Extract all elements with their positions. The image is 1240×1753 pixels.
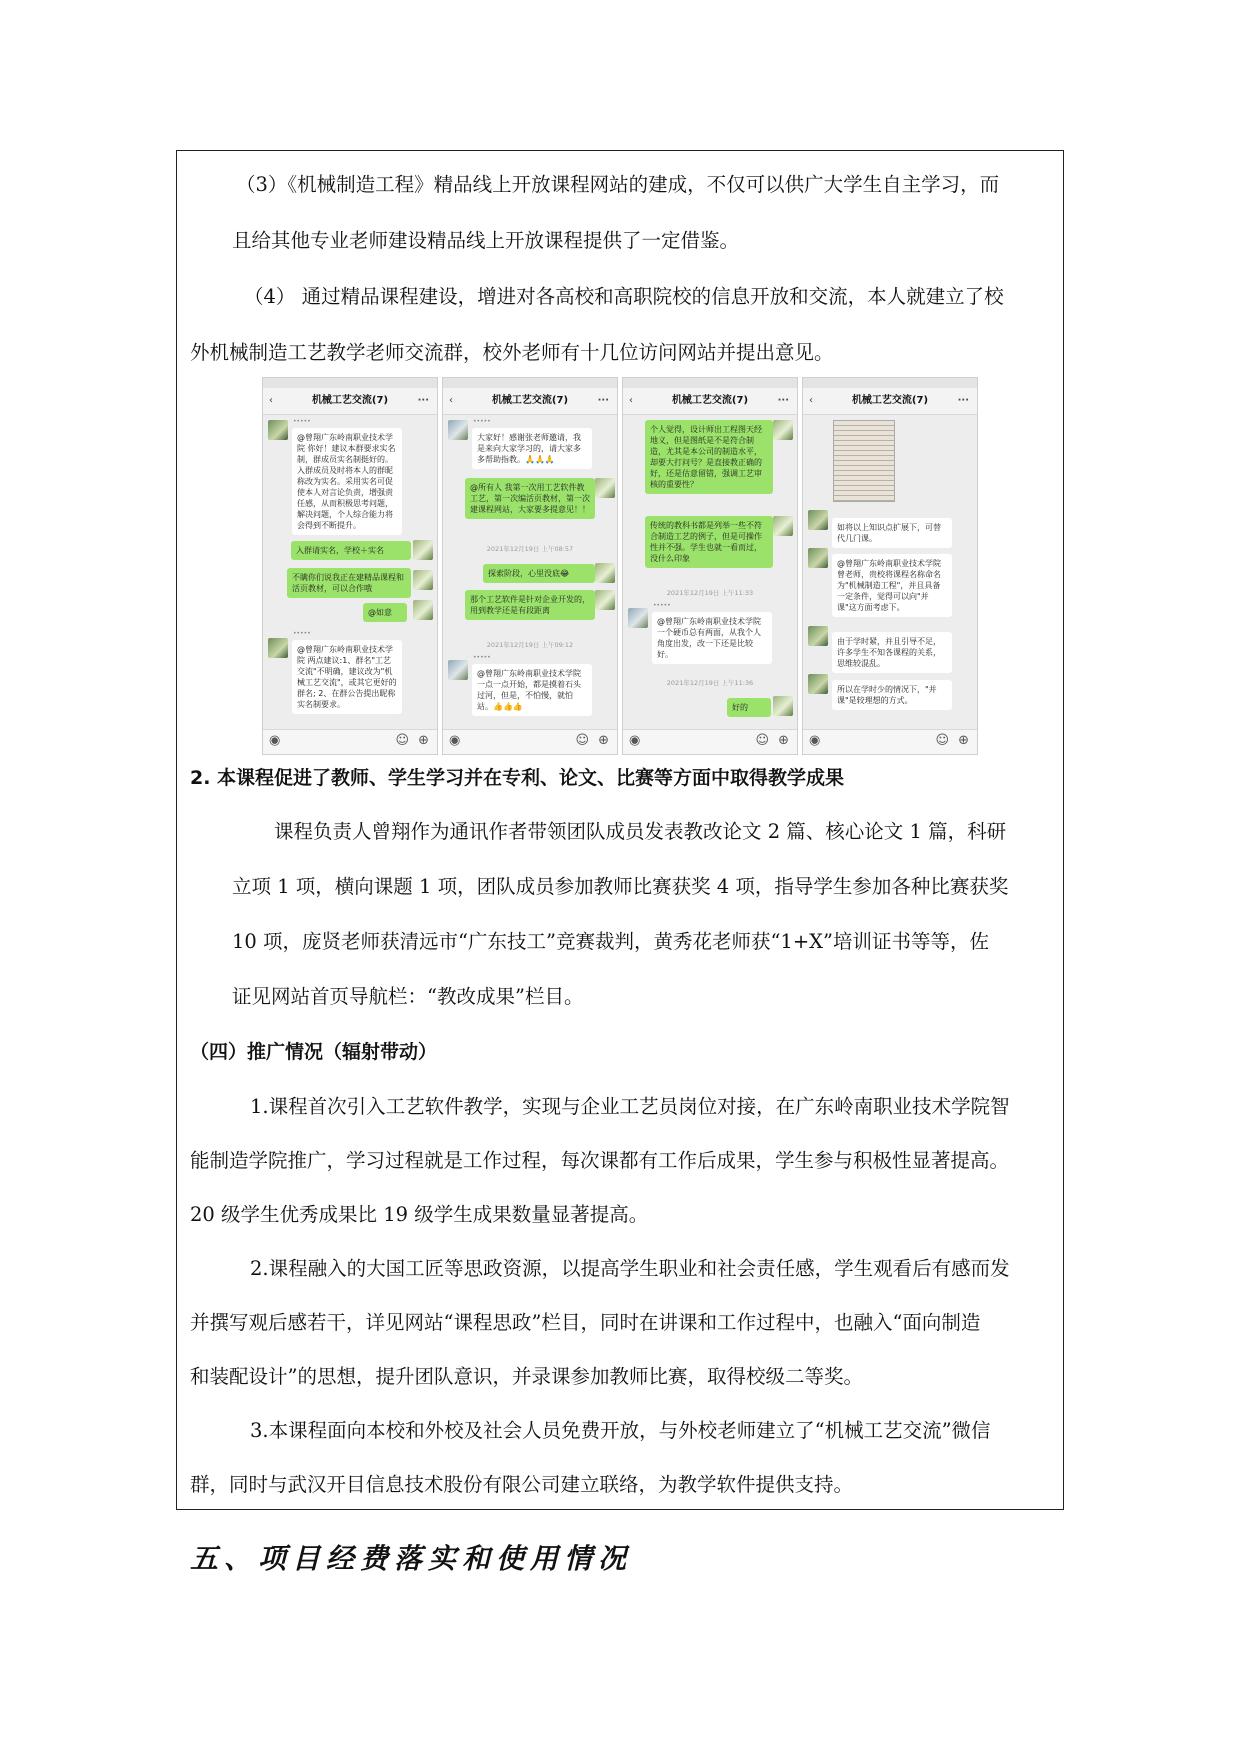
plus-icon[interactable]: ⊕ — [958, 733, 969, 748]
paragraph-3-line-2: 且给其他专业老师建设精品线上开放课程提供了一定借鉴。 — [232, 229, 740, 252]
shared-document-image[interactable] — [833, 420, 895, 502]
avatar — [268, 638, 288, 658]
avatar — [595, 563, 615, 583]
plus-icon[interactable]: ⊕ — [418, 733, 429, 748]
chat-message: 那个工艺软件是针对企业开发的，用到教学还是有段距离 — [465, 590, 595, 620]
achievement-heading: 2. 本课程促进了教师、学生学习并在专利、论文、比赛等方面中取得教学成果 — [190, 767, 845, 789]
paragraph-4-line-1: （4） 通过精品课程建设，增进对各高校和高职院校的信息开放和交流，本人就建立了校 — [244, 285, 1004, 308]
chat-message: @曾翔广东岭南职业技术学院 你好！建议本群要求实名制，群成员实名制挺好的。入群成员及时将本人的群昵称改为实名。采用实名可促使本人对言论负责，增强责任感，从而积极思考问题，解决问题，个人综合能力将会得到不断提升。 — [292, 428, 402, 535]
chat-message: 入群请实名，学校＋实名 — [291, 541, 411, 560]
promotion-p2-line-1: 2.课程融入的大国工匠等思政资源，以提高学生职业和社会责任感，学生观看后有感而发 — [250, 1257, 1010, 1280]
promotion-p2-line-2: 并撰写观后感若干，详见网站“课程思政”栏目，同时在讲课和工作过程中，也融入“面向制造 — [190, 1311, 981, 1334]
avatar — [773, 696, 793, 716]
chat-message: 传统的教科书都是列举一些不符合制造工艺的例子，但是可操作性并不强。学生也就一看而过，没什么印象 — [645, 516, 773, 568]
chat-message: @曾翔广东岭南职业技术学院 一点一点开始，都是摸着石头过河，但是，不怕慢，就怕站。👍👍👍 — [472, 664, 592, 716]
avatar — [448, 420, 468, 440]
chat-title: 机械工艺交流(7) — [851, 395, 929, 406]
avatar — [628, 608, 648, 628]
wechat-screenshot-1: ‹ 机械工艺交流(7) ··· ••••• @曾翔广东岭南职业技术学院 你好！建议本群要求实名制，群成员实名制挺好的。入群成员及时将本人的群昵称改为实名。采用实名可促使本人对言论负责，增强责任感，从而积极思考问题，解决问题，个人综合能力将会得到不断提升。 入群请实名，学校＋实名 不瞒你们说我正在建精品课程和活页教材，可以合作哦 @如意 ••••• @曾翔广东岭南职业技术学院 两点建议:1、群名"工艺交流"不明确，建议改为"机械工艺交流"，或其它更好的群名; 2、在群公告提出昵称实名制要求。 ◉ ☺ ⊕ — [262, 377, 438, 755]
achievement-line-3: 10 项，庞贤老师获清远市“广东技工”竞赛裁判，黄秀花老师获“1+X”培训证书等等，佐 — [232, 930, 990, 953]
chat-message: @如意 — [363, 603, 407, 622]
promotion-p1-line-1: 1.课程首次引入工艺软件教学，实现与企业工艺员岗位对接，在广东岭南职业技术学院智 — [250, 1095, 1010, 1118]
chat-title: 机械工艺交流(7) — [311, 395, 389, 406]
back-icon[interactable]: ‹ — [449, 395, 453, 406]
chat-message: 不瞒你们说我正在建精品课程和活页教材，可以合作哦 — [287, 568, 411, 598]
back-icon[interactable]: ‹ — [809, 395, 813, 406]
avatar — [448, 660, 468, 680]
wechat-screenshot-2: ‹ 机械工艺交流(7) ··· ••••• 大家好！感谢张老师邀请，我是来向大家学习的，请大家多多帮助指教。🙏🙏🙏 @所有人 我第一次用工艺软件教工艺，第一次编活页教材，第一次建课程网站，大家要多提意见！！ 2021年12月19日 上午08:57 探索阶段，心里没底😂 那个工艺软件是针对企业开发的，用到教学还是有段距离 2021年12月19日 上午09:12 ••••• @曾翔广东岭南职业技术学院 一点一点开始，都是摸着石头过河，但是，不怕慢，就怕站。👍👍👍 ◉ ☺ ⊕ — [442, 377, 618, 755]
promotion-p3-line-1: 3.本课程面向本校和外校及社会人员免费开放，与外校老师建立了“机械工艺交流”微信 — [250, 1419, 991, 1442]
chat-input-bar[interactable] — [443, 729, 617, 754]
voice-icon[interactable]: ◉ — [269, 733, 281, 748]
emoji-icon[interactable]: ☺ — [755, 733, 769, 748]
paragraph-4-line-2: 外机械制造工艺教学老师交流群，校外老师有十几位访问网站并提出意见。 — [190, 341, 834, 364]
plus-icon[interactable]: ⊕ — [778, 733, 789, 748]
wechat-screenshots — [262, 377, 980, 755]
chat-message: 好的 — [727, 698, 771, 717]
promotion-heading: （四）推广情况（辐射带动） — [190, 1041, 438, 1063]
chat-message: @曾翔广东岭南职业技术学院 曾老师，贵校将课程名称命名为"机械制造工程"，并且具备一定条件，觉得可以向"并课"这方面考虑下。 — [832, 554, 952, 617]
voice-icon[interactable]: ◉ — [629, 733, 641, 748]
achievement-line-1: 课程负责人曾翔作为通讯作者带领团队成员发表教改论文 2 篇、核心论文 1 篇，科研 — [274, 820, 1007, 843]
chat-message: 探索阶段，心里没底😂 — [483, 564, 595, 583]
promotion-p3-line-2: 群，同时与武汉开目信息技术股份有限公司建立联络，为教学软件提供支持。 — [190, 1473, 854, 1496]
more-icon[interactable]: ··· — [597, 395, 609, 406]
chat-message: 由于学时紧，并且引导不足，许多学生不知各课程的关系，思维较混乱。 — [832, 632, 952, 673]
back-icon[interactable]: ‹ — [629, 395, 633, 406]
chat-input-bar[interactable] — [803, 729, 977, 754]
timestamp: 2021年12月19日 上午11:36 — [666, 679, 754, 687]
emoji-icon[interactable]: ☺ — [575, 733, 589, 748]
more-icon[interactable]: ··· — [777, 395, 789, 406]
voice-icon[interactable]: ◉ — [449, 733, 461, 748]
timestamp: 2021年12月19日 上午08:57 — [486, 545, 574, 553]
achievement-line-4: 证见网站首页导航栏：“教改成果”栏目。 — [232, 985, 584, 1008]
plus-icon[interactable]: ⊕ — [598, 733, 609, 748]
chat-message: @所有人 我第一次用工艺软件教工艺，第一次编活页教材，第一次建课程网站，大家要多提意见！！ — [465, 478, 595, 519]
avatar — [808, 510, 828, 530]
chat-message: @曾翔广东岭南职业技术学院 一个硬币总有两面，从我个人角度出发，改一下还是比较好。 — [652, 612, 772, 664]
avatar — [808, 626, 828, 646]
more-icon[interactable]: ··· — [957, 395, 969, 406]
chat-message: 所以在学时少的情况下，"并课"是较理想的方式。 — [832, 680, 952, 710]
promotion-p1-line-2: 能制造学院推广，学习过程就是工作过程，每次课都有工作后成果，学生参与积极性显著提高。 — [190, 1149, 1010, 1172]
avatar — [595, 478, 615, 498]
avatar — [413, 600, 433, 620]
timestamp: 2021年12月19日 上午11:33 — [666, 589, 754, 597]
chat-title: 机械工艺交流(7) — [491, 395, 569, 406]
avatar — [413, 570, 433, 590]
chat-message: @曾翔广东岭南职业技术学院 两点建议:1、群名"工艺交流"不明确，建议改为"机械工艺交流"，或其它更好的群名; 2、在群公告提出昵称实名制要求。 — [292, 640, 402, 714]
avatar — [268, 420, 288, 440]
wechat-screenshot-4 — [802, 377, 978, 755]
avatar — [808, 674, 828, 694]
more-icon[interactable]: ··· — [417, 395, 429, 406]
avatar — [595, 590, 615, 610]
emoji-icon[interactable]: ☺ — [935, 733, 949, 748]
timestamp: 2021年12月19日 上午09:12 — [486, 641, 574, 649]
chat-message: 个人觉得，设计师出工程图天经地义，但是图纸是不是符合制造，尤其是本公司的制造水平，却要大打问号？是直接教正确的好，还是估意留错，强调工艺审核的重要性？ — [645, 420, 773, 494]
chat-message: 大家好！感谢张老师邀请，我是来向大家学习的，请大家多多帮助指教。🙏🙏🙏 — [472, 428, 592, 469]
promotion-p1-line-3: 20 级学生优秀成果比 19 级学生成果数量显著提高。 — [190, 1203, 649, 1226]
section-5-heading: 五、项目经费落实和使用情况 — [190, 1542, 633, 1575]
emoji-icon[interactable]: ☺ — [395, 733, 409, 748]
voice-icon[interactable]: ◉ — [809, 733, 821, 748]
chat-message: 如将以上知识点扩展下，可替代几门课。 — [832, 518, 952, 548]
chat-input-bar[interactable] — [623, 729, 797, 754]
promotion-p2-line-3: 和装配设计”的思想，提升团队意识，并录课参加教师比赛，取得校级二等奖。 — [190, 1365, 863, 1388]
achievement-line-2: 立项 1 项，横向课题 1 项，团队成员参加教师比赛获奖 4 项，指导学生参加各种比赛获奖 — [232, 875, 1009, 898]
avatar — [413, 540, 433, 560]
back-icon[interactable]: ‹ — [269, 395, 273, 406]
avatar — [773, 420, 793, 440]
avatar — [773, 516, 793, 536]
avatar — [808, 548, 828, 568]
wechat-screenshot-3: ‹ 机械工艺交流(7) ··· 个人觉得，设计师出工程图天经地义，但是图纸是不是符合制造，尤其是本公司的制造水平，却要大打问号？是直接教正确的好，还是估意留错，强调工艺审核的重要性？ 传统的教科书都是列举一些不符合制造工艺的例子，但是可操作性并不强。学生也就一看而过，没什么印象 2021年12月19日 上午11:33 ••••• @曾翔广东岭南职业技术学院 一个硬币总有两面，从我个人角度出发，改一下还是比较好。 2021年12月19日 上午11:36 好的 ◉ ☺ ⊕ — [622, 377, 798, 755]
chat-title: 机械工艺交流(7) — [671, 395, 749, 406]
paragraph-3-line-1: （3）《机械制造工程》精品线上开放课程网站的建成，不仅可以供广大学生自主学习，而 — [236, 173, 1000, 196]
chat-input-bar[interactable] — [263, 729, 437, 754]
